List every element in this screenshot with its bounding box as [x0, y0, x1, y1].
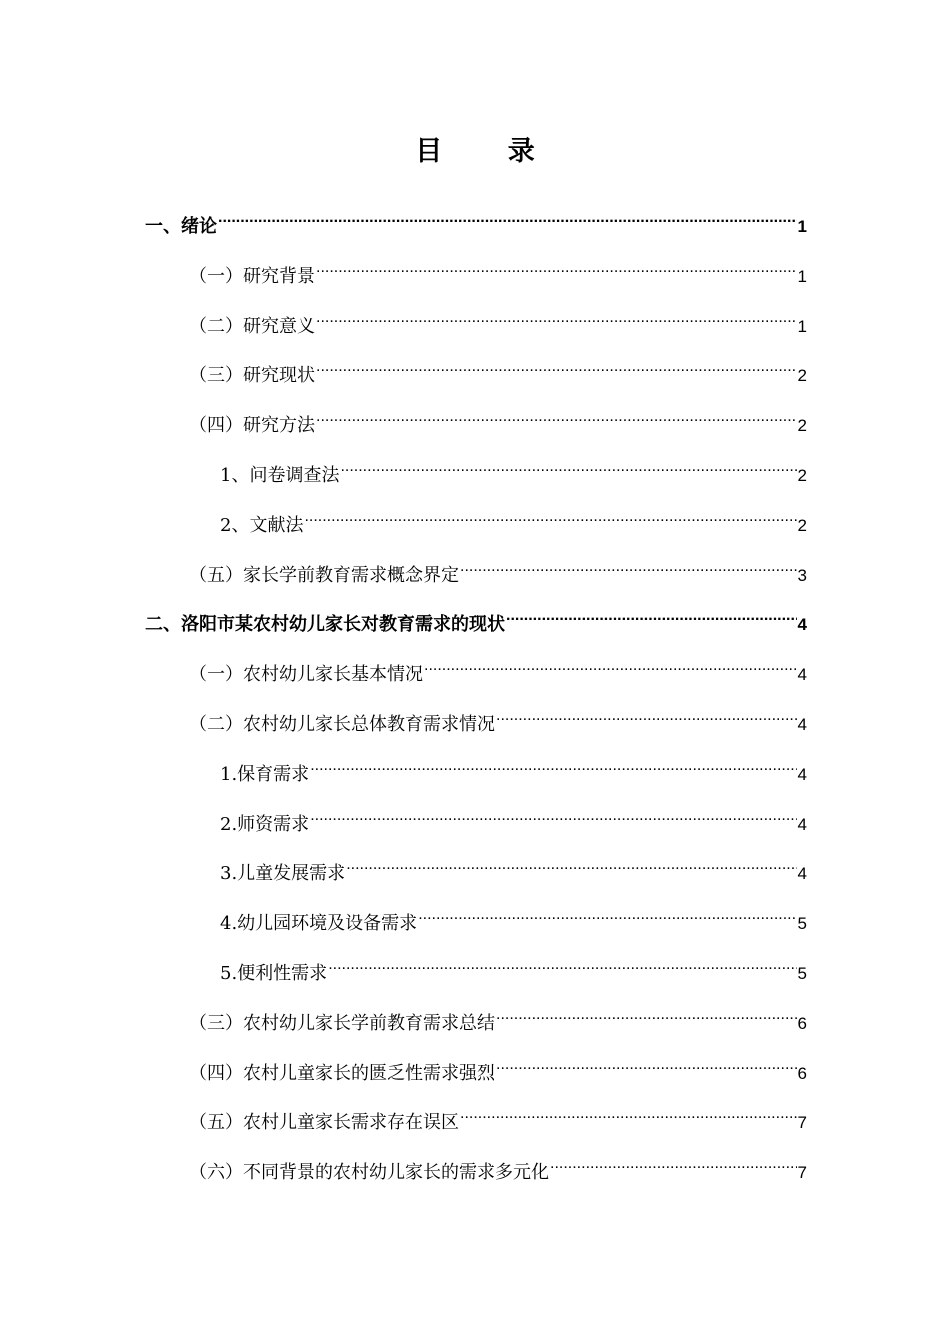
toc-entry-page-number: 1 — [797, 317, 807, 336]
toc-entry-page-number: 3 — [797, 566, 807, 585]
toc-entry-page-number: 5 — [797, 964, 807, 983]
toc-entry-page-number: 6 — [797, 1064, 807, 1083]
page-title: 目 录 — [415, 136, 563, 167]
toc-dot-leader — [346, 849, 796, 879]
toc-entry-label: 5.便利性需求 — [220, 963, 328, 984]
toc-entry[interactable] — [189, 999, 807, 1034]
toc-entry[interactable] — [189, 302, 807, 337]
toc-dot-leader — [316, 302, 797, 332]
toc-dot-leader — [310, 800, 796, 830]
toc-entry-label: 2、文献法 — [220, 515, 304, 536]
toc-entry-label: 2.师资需求 — [220, 814, 310, 835]
toc-entry[interactable] — [189, 1098, 807, 1133]
toc-entry-page-number: 7 — [797, 1113, 807, 1132]
toc-entry-page-number: 4 — [797, 864, 807, 883]
toc-entry[interactable] — [145, 202, 807, 237]
toc-dot-leader — [218, 202, 797, 232]
toc-dot-leader — [328, 949, 796, 979]
toc-entry-page-number: 4 — [797, 765, 807, 784]
toc-dot-leader — [316, 401, 797, 431]
toc-entry-page-number: 6 — [797, 1014, 807, 1033]
toc-entry[interactable] — [189, 650, 807, 685]
toc-dot-leader — [496, 700, 797, 730]
toc-entry-label: （五）家长学前教育需求概念界定 — [189, 565, 459, 586]
toc-entry[interactable] — [189, 700, 807, 735]
toc-entry[interactable] — [220, 849, 807, 884]
toc-entry-label: （一）研究背景 — [189, 266, 315, 287]
toc-entry[interactable] — [220, 800, 807, 835]
toc-dot-leader — [460, 551, 797, 581]
toc-entry[interactable] — [220, 949, 807, 984]
toc-entry-label: （四）农村儿童家长的匮乏性需求强烈 — [189, 1063, 495, 1084]
toc-entry[interactable] — [189, 1049, 807, 1084]
toc-entry-label: （五）农村儿童家长需求存在误区 — [189, 1112, 459, 1133]
toc-entry-label: 4.幼儿园环境及设备需求 — [220, 913, 418, 934]
toc-entry[interactable] — [189, 351, 807, 386]
toc-dot-leader — [424, 650, 797, 680]
toc-entry[interactable] — [220, 451, 807, 486]
toc-entry-page-number: 7 — [797, 1163, 807, 1182]
toc-dot-leader — [316, 351, 797, 381]
toc-dot-leader — [304, 501, 796, 531]
toc-entry-page-number: 4 — [797, 665, 807, 684]
toc-dot-leader — [310, 750, 796, 780]
toc-entry-label: 二、洛阳市某农村幼儿家长对教育需求的现状 — [145, 614, 505, 635]
toc-entry[interactable] — [220, 899, 807, 934]
toc-dot-leader — [506, 600, 797, 630]
toc-entry-page-number: 4 — [797, 615, 807, 634]
toc-entry-page-number: 5 — [797, 914, 807, 933]
toc-entry-page-number: 1 — [797, 217, 807, 236]
toc-entry-page-number: 1 — [797, 267, 807, 286]
toc-entry-label: 1.保育需求 — [220, 764, 310, 785]
toc-entry-page-number: 4 — [797, 715, 807, 734]
toc-dot-leader — [418, 899, 796, 929]
toc-entry-label: （三）研究现状 — [189, 365, 315, 386]
toc-entry-page-number: 2 — [797, 516, 807, 535]
toc-entry[interactable] — [189, 551, 807, 586]
toc-entry[interactable] — [220, 750, 807, 785]
toc-entry-label: （二）农村幼儿家长总体教育需求情况 — [189, 714, 495, 735]
toc-dot-leader — [496, 999, 797, 1029]
toc-entry-label: 1、问卷调查法 — [220, 465, 340, 486]
toc-dot-leader — [316, 252, 797, 282]
toc-entry-label: （四）研究方法 — [189, 415, 315, 436]
toc-entry-label: （二）研究意义 — [189, 316, 315, 337]
toc-entry-label: （六）不同背景的农村幼儿家长的需求多元化 — [189, 1162, 549, 1183]
toc-entry[interactable] — [189, 401, 807, 436]
toc-entry-page-number: 4 — [797, 815, 807, 834]
toc-entry-label: 3.儿童发展需求 — [220, 863, 346, 884]
toc-entry-label: 一、绪论 — [145, 216, 217, 237]
toc-dot-leader — [496, 1049, 797, 1079]
toc-entry-page-number: 2 — [797, 466, 807, 485]
toc-entry-page-number: 2 — [797, 366, 807, 385]
toc-dot-leader — [340, 451, 796, 481]
toc-dot-leader — [550, 1148, 797, 1178]
toc-entry-label: （一）农村幼儿家长基本情况 — [189, 664, 423, 685]
toc-entry-label: （三）农村幼儿家长学前教育需求总结 — [189, 1013, 495, 1034]
toc-entry[interactable] — [189, 252, 807, 287]
toc-entry-page-number: 2 — [797, 416, 807, 435]
toc-dot-leader — [460, 1098, 797, 1128]
toc-entry[interactable] — [220, 501, 807, 536]
toc-entry[interactable] — [145, 600, 807, 635]
toc-entry[interactable] — [189, 1148, 807, 1183]
